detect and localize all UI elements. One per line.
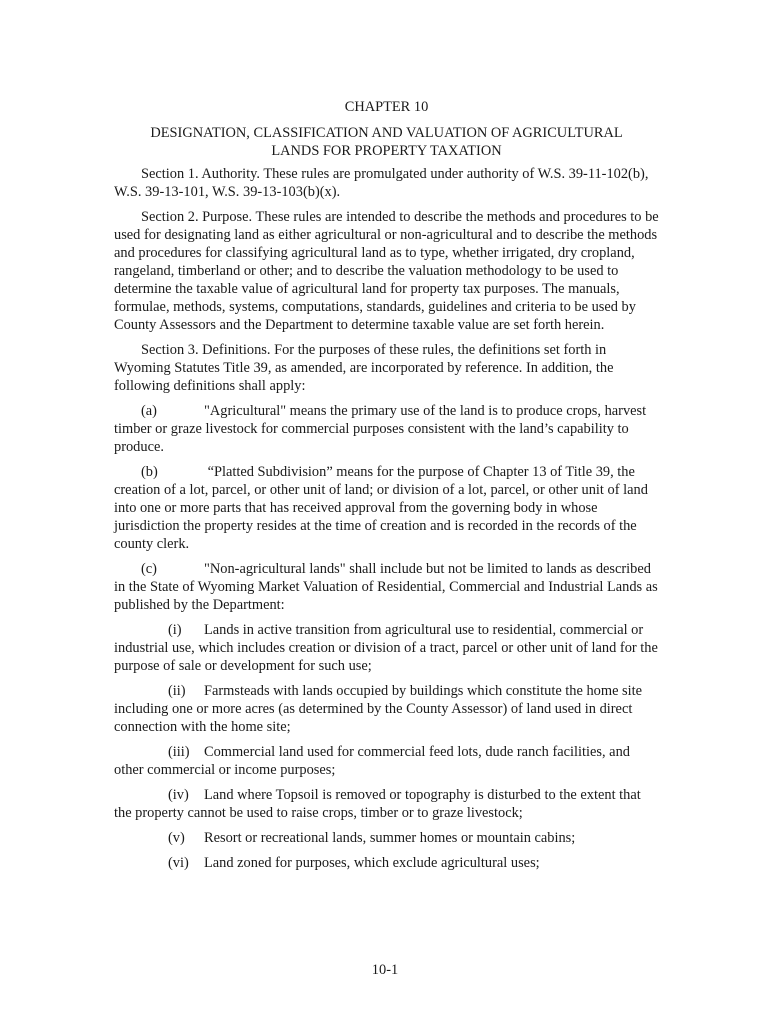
subitem-ii-label: (ii) xyxy=(168,683,186,699)
section-3-definitions: Section 3. Definitions. For the purposes of these rules, the definitions set forth in Wyoming Statutes Title 39, as amended, are incorporated by reference. In addition, the following definitions shall apply: xyxy=(114,342,614,394)
subitem-iii-label: (iii) xyxy=(168,744,190,760)
definition-b xyxy=(114,463,659,553)
subitem-i-label: (i) xyxy=(168,622,182,638)
definition-b-text: “Platted Subdivision” means for the purpose of Chapter 13 of Title 39, the creation of a lot, parcel, or other unit of land; or division of a lot, parcel, or other unit of land into one or more parts that has received approval from the governing body in whose jurisdiction the property resides at the time of creation and is recorded in the records of the county clerk. xyxy=(114,464,648,552)
subitem-v xyxy=(114,829,659,847)
subitem-vi-label: (vi) xyxy=(168,855,189,871)
subitem-v-label: (v) xyxy=(168,830,185,846)
subitem-vi-text: Land zoned for purposes, which exclude agricultural uses; xyxy=(204,855,540,871)
subitem-vi xyxy=(114,854,659,872)
page-number: 10-1 xyxy=(371,962,399,978)
subitem-iii xyxy=(114,743,659,779)
subitem-iv xyxy=(114,786,659,822)
title-line-1: DESIGNATION, CLASSIFICATION AND VALUATION OF AGRICULTURAL xyxy=(150,125,623,141)
title-line-2: LANDS FOR PROPERTY TAXATION xyxy=(271,143,502,159)
document-page xyxy=(114,98,659,879)
subitem-ii-text: Farmsteads with lands occupied by buildings which constitute the home site including one or more acres (as determined by the County Assessor) of land used in direct connection with the home site; xyxy=(114,683,643,735)
definition-b-label: (b) xyxy=(141,464,158,480)
definition-a-text: "Agricultural" means the primary use of the land is to produce crops, harvest timber or graze livestock for commercial purposes consistent with the land’s capability to produce. xyxy=(114,403,647,455)
document-title xyxy=(114,124,659,160)
definition-c-label: (c) xyxy=(141,561,157,577)
subitem-iv-text: Land where Topsoil is removed or topography is disturbed to the extent that the property cannot be used to raise crops, timber or to graze livestock; xyxy=(114,787,641,821)
definition-c-text: "Non-agricultural lands" shall include but not be limited to lands as described in the State of Wyoming Market Valuation of Residential, Commercial and Industrial Lands as published by the Department: xyxy=(114,561,658,613)
subitem-i-text: Lands in active transition from agricultural use to residential, commercial or industrial use, which includes creation or division of a tract, parcel or other unit of land for the purpose of sale or development for such use; xyxy=(114,622,658,674)
subitem-iii-text: Commercial land used for commercial feed lots, dude ranch facilities, and other commercial or income purposes; xyxy=(114,744,630,778)
subitem-ii xyxy=(114,682,659,736)
subitem-v-text: Resort or recreational lands, summer homes or mountain cabins; xyxy=(204,830,576,846)
definition-a-label: (a) xyxy=(141,403,157,419)
chapter-heading: CHAPTER 10 xyxy=(344,99,429,115)
definition-c xyxy=(114,560,659,614)
subitem-iv-label: (iv) xyxy=(168,787,189,803)
subitem-i xyxy=(114,621,659,675)
section-2-purpose: Section 2. Purpose. These rules are intended to describe the methods and procedures to be used for designating land as either agricultural or non-agricultural and to describe the methods and procedures for classifying agricultural land as to type, whether irrigated, dry cropland, rangeland, timberland or other; and to describe the valuation methodology to be used to determine the taxable value of agricultural land for property tax purposes. The manuals, formulae, methods, systems, computations, standards, guidelines and criteria to be used by County Assessors and the Department to determine taxable value are set forth herein. xyxy=(114,209,659,333)
section-1-authority: Section 1. Authority. These rules are promulgated under authority of W.S. 39-11-102(b), W.S. 39-13-101, W.S. 39-13-103(b)(x). xyxy=(114,166,649,200)
definition-a xyxy=(114,402,659,456)
